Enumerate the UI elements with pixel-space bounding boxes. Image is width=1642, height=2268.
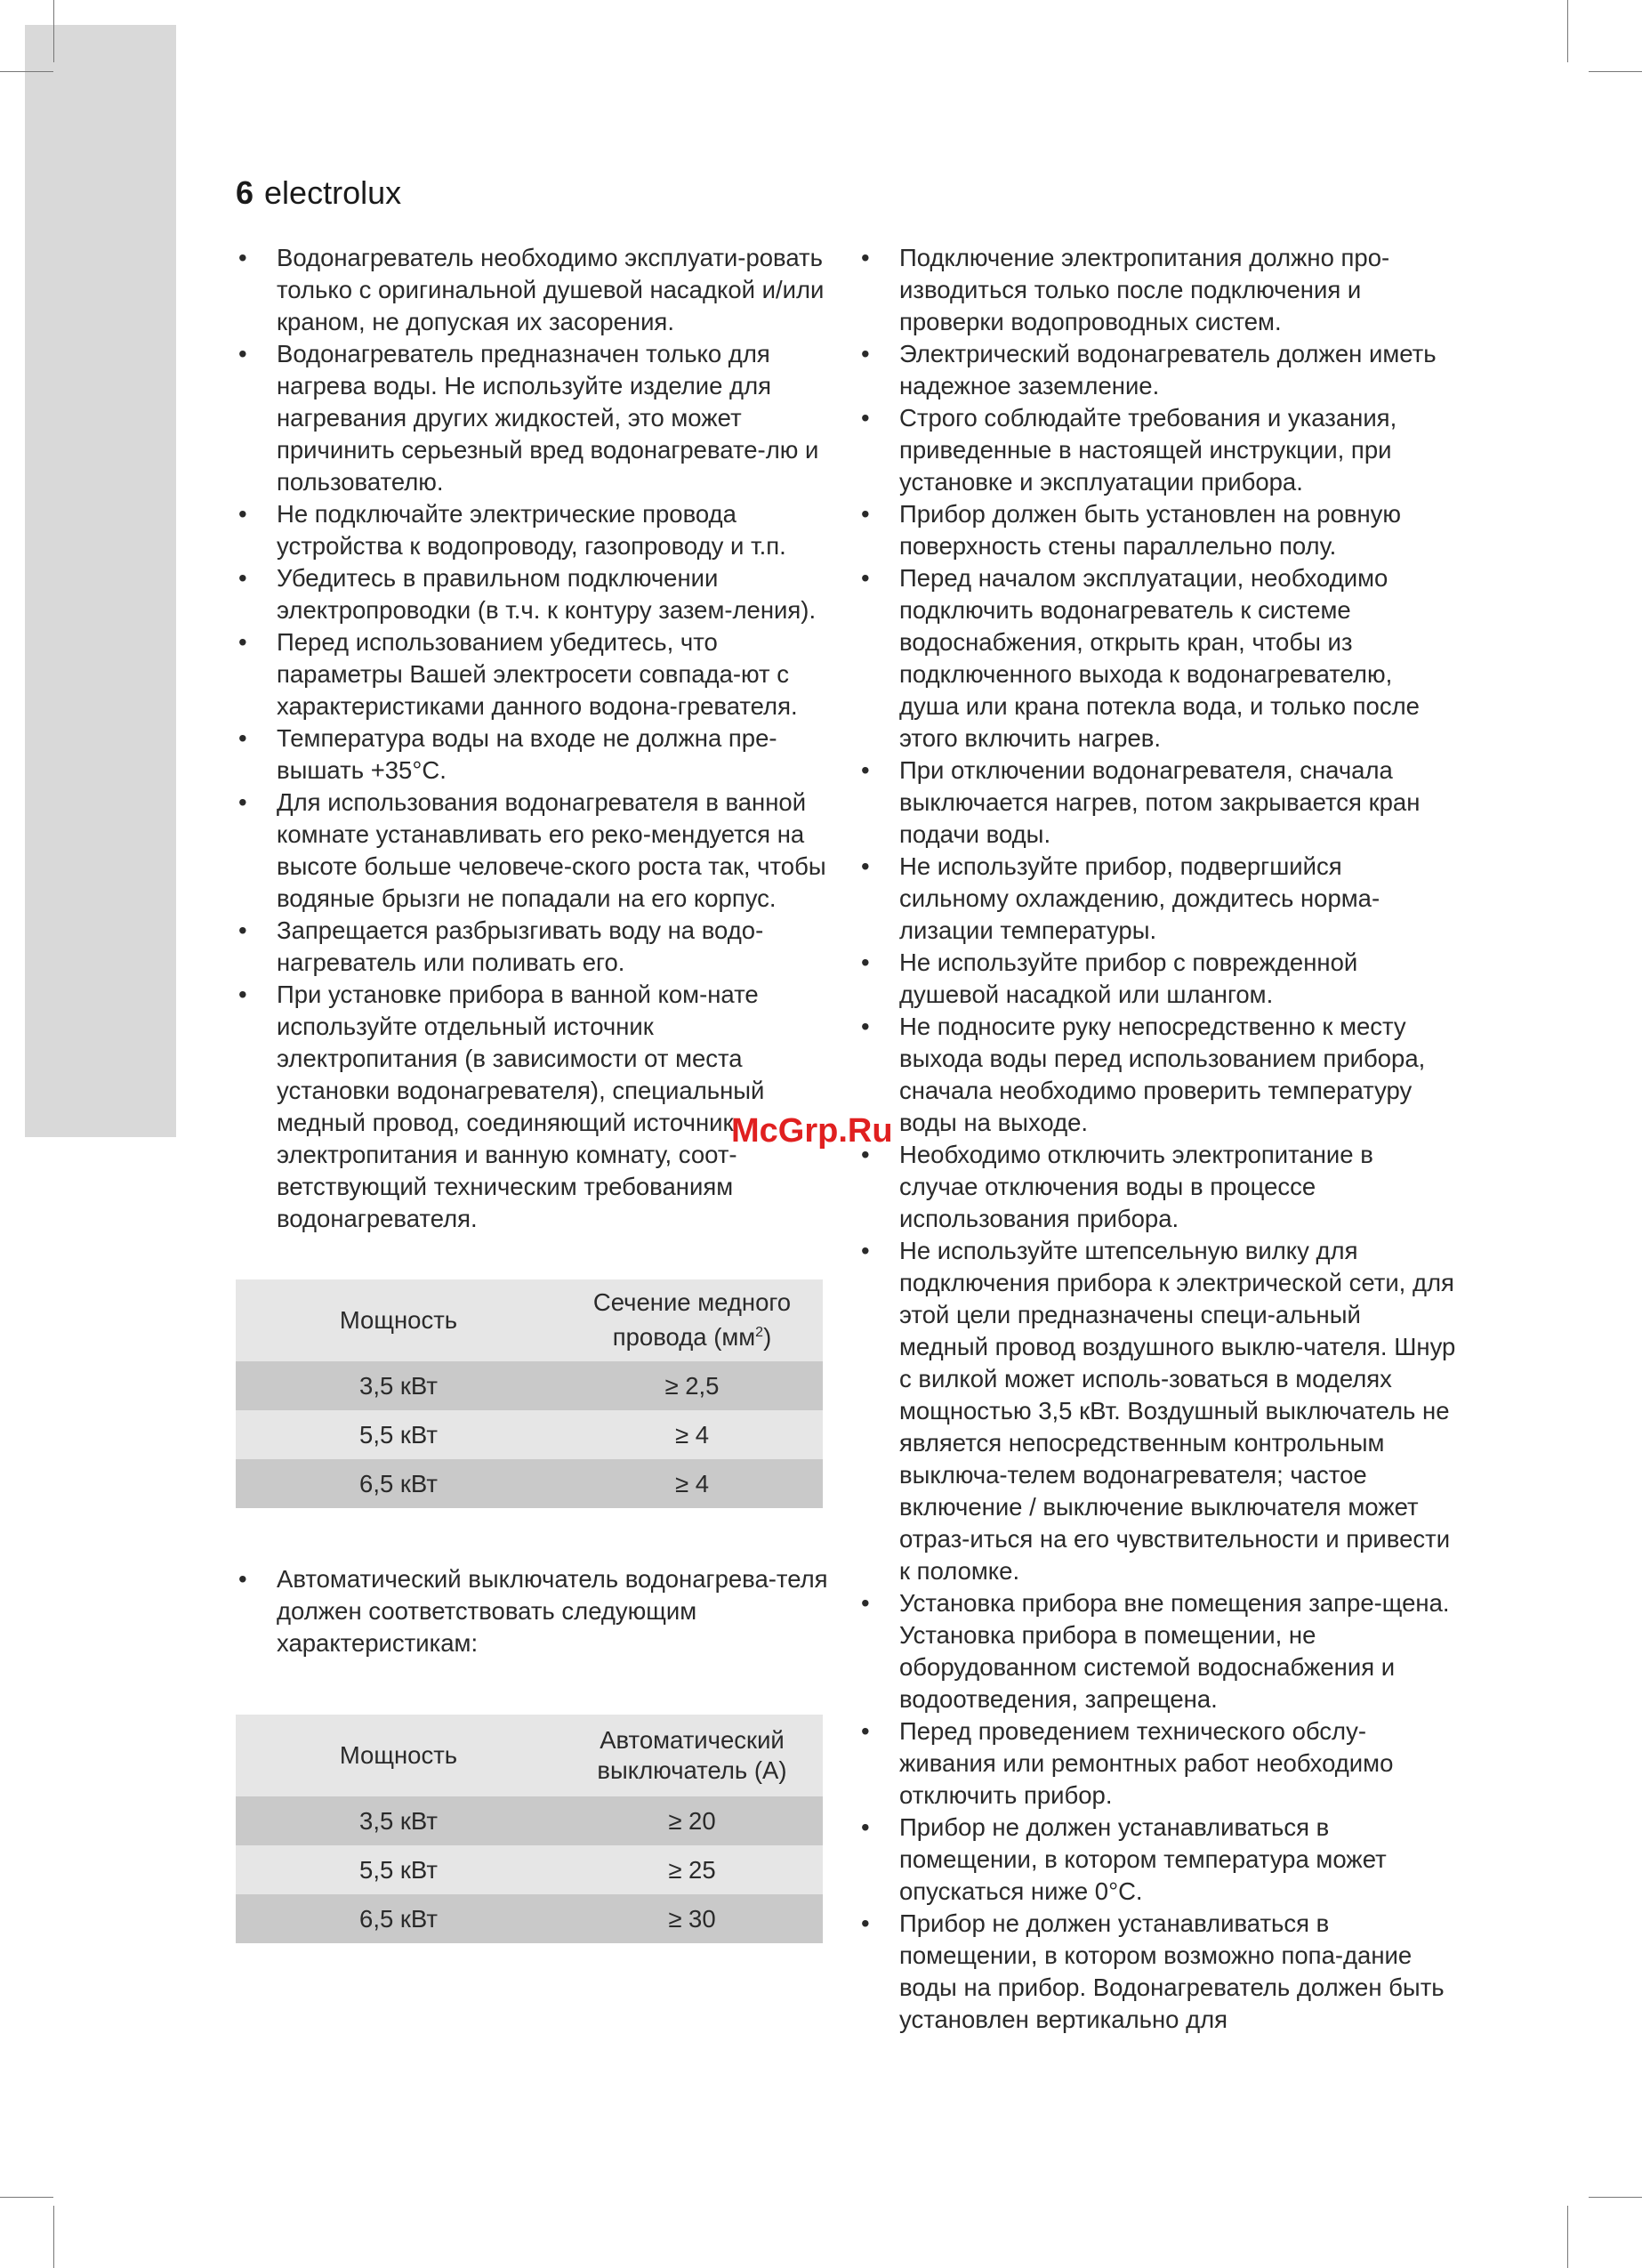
- brand-name: electrolux: [264, 174, 402, 211]
- list-item: • Прибор не должен устанавливаться в помещении, в котором температура может опускаться ниже 0°С.: [858, 1812, 1456, 1908]
- watermark: McGrp.Ru: [731, 1112, 893, 1150]
- list-item: • Строго соблюдайте требования и указания, приведенные в настоящей инструкции, при установке и эксплуатации прибора.: [858, 402, 1456, 498]
- list-item: • Установка прибора вне помещения запре-щена. Установка прибора в помещении, не оборудованном системой водоснабжения и водоотведения, запрещена.: [858, 1587, 1456, 1715]
- table-row: 6,5 кВт ≥ 4: [236, 1459, 823, 1508]
- left-bullet-list: [236, 242, 833, 1235]
- table-row: 3,5 кВт ≥ 20: [236, 1796, 823, 1845]
- list-item: • Прибор не должен устанавливаться в помещении, в котором возможно попа-дание воды на прибор. Водонагреватель должен быть установлен вертикально для: [858, 1908, 1456, 2036]
- list-item: • Перед проведением технического обслу-живания или ремонтных работ необходимо отключить прибор.: [858, 1715, 1456, 1812]
- list-item: • Перед использованием убедитесь, что параметры Вашей электросети совпада-ют с характеристиками данного водона-гревателя.: [236, 626, 833, 722]
- side-tab: [25, 25, 176, 1137]
- crop-mark: [0, 71, 53, 72]
- list-item: • Перед началом эксплуатации, необходимо подключить водонагреватель к системе водоснабжения, открыть кран, чтобы из подключенного выхода к водонагревателю, душа или крана потекла вода, и только после этого включить нагрев.: [858, 562, 1456, 755]
- table-row: 6,5 кВт ≥ 30: [236, 1894, 823, 1943]
- list-item: • Электрический водонагреватель должен иметь надежное заземление.: [858, 338, 1456, 402]
- list-item: • Не используйте прибор, подвергшийся сильному охлаждению, дождитесь норма-лизации температуры.: [858, 851, 1456, 947]
- table-row: 5,5 кВт ≥ 4: [236, 1410, 823, 1459]
- crop-mark: [53, 2206, 54, 2268]
- list-item: • Подключение электропитания должно про-изводиться только после подключения и проверки водопроводных систем.: [858, 242, 1456, 338]
- page-header: [236, 174, 401, 212]
- page-number: 6: [236, 174, 254, 211]
- list-item: • Убедитесь в правильном подключении электропроводки (в т.ч. к контуру зазем-ления).: [236, 562, 833, 626]
- left-column: [236, 242, 833, 1943]
- copper-wire-table: [236, 1279, 823, 1508]
- list-item: • Температура воды на входе не должна пре-вышать +35°С.: [236, 722, 833, 787]
- list-item: • Водонагреватель предназначен только для нагрева воды. Не используйте изделие для нагревания других жидкостей, это может причинить серьезный вред водонагревате-лю и пользователю.: [236, 338, 833, 498]
- list-item: • Не подносите руку непосредственно к месту выхода воды перед использованием прибора, сначала необходимо проверить температуру воды на выходе.: [858, 1011, 1456, 1139]
- list-item: • При отключении водонагревателя, сначала выключается нагрев, потом закрывается кран подачи воды.: [858, 755, 1456, 851]
- list-item: • Запрещается разбрызгивать воду на водо-нагреватель или поливать его.: [236, 915, 833, 979]
- crop-mark: [1589, 2197, 1642, 2198]
- list-item: • Автоматический выключатель водонагрева-теля должен соответствовать следующим характеристикам:: [236, 1563, 833, 1659]
- list-item: • Не подключайте электрические провода устройства к водопроводу, газопроводу и т.п.: [236, 498, 833, 562]
- crop-mark: [0, 2197, 53, 2198]
- crop-mark: [1589, 71, 1642, 72]
- left-bullet-list-2: [236, 1563, 833, 1659]
- table-row: 5,5 кВт ≥ 25: [236, 1845, 823, 1894]
- table2-header-power: Мощность: [236, 1715, 561, 1796]
- table1-header-value: Сечение медного провода $(мм^2)$: [561, 1279, 823, 1361]
- crop-mark: [1567, 2206, 1568, 2268]
- list-item: • Водонагреватель необходимо эксплуати-ровать только с оригинальной душевой насадкой и/или краном, не допуская их засорения.: [236, 242, 833, 338]
- crop-mark: [53, 0, 54, 62]
- table2-header-value: Автоматический выключатель (А): [561, 1715, 823, 1796]
- list-item: • При установке прибора в ванной ком-нате используйте отдельный источник электропитания (в зависимости от места установки водонагревателя), специальный медный провод, соединяющий источник электропитания и ванную комнату, соот-ветствующий техническим требованиям водонагревателя.: [236, 979, 833, 1235]
- list-item: • Необходимо отключить электропитание в случае отключения воды в процессе использования прибора.: [858, 1139, 1456, 1235]
- table1-header-power: Мощность: [236, 1279, 561, 1361]
- list-item: • Не используйте прибор с поврежденной душевой насадкой или шлангом.: [858, 947, 1456, 1011]
- list-item: • Прибор должен быть установлен на ровную поверхность стены параллельно полу.: [858, 498, 1456, 562]
- right-column: [858, 242, 1456, 2036]
- right-bullet-list: [858, 242, 1456, 2036]
- circuit-breaker-table: [236, 1715, 823, 1943]
- list-item: • Для использования водонагревателя в ванной комнате устанавливать его реко-мендуется на высоте больше человече-ского роста так, чтобы водяные брызги не попадали на его корпус.: [236, 787, 833, 915]
- list-item: • Не используйте штепсельную вилку для подключения прибора к электрической сети, для этой цели предназначены специ-альный медный провод воздушного выклю-чателя. Шнур с вилкой может исполь-зоваться в моделях мощностью 3,5 кВт. Воздушный выключатель не является непосредственным контрольным выключа-телем водонагревателя; частое включение / выключение выключателя может отраз-иться на его чувствительности и привести к поломке.: [858, 1235, 1456, 1587]
- crop-mark: [1567, 0, 1568, 62]
- table-row: 3,5 кВт ≥ 2,5: [236, 1361, 823, 1410]
